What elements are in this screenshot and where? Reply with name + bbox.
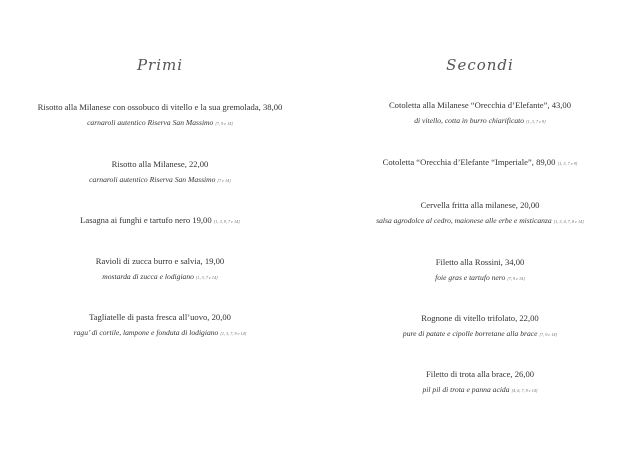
dish-name: Cotoletta alla Milanese “Orecchia d’Elefante”, 43,00	[388, 100, 572, 110]
menu-item	[0, 102, 320, 129]
dish-price: 19,00	[204, 256, 225, 266]
secondi-heading: Secondi	[446, 56, 514, 74]
allergen-codes: [1, 3, 7, 9 e 14]	[220, 331, 247, 336]
allergen-codes: [1, 3, 7 e 14]	[195, 275, 218, 280]
menu-item	[320, 100, 640, 127]
allergen-codes: [7, 9 e 14]	[539, 332, 558, 337]
dish-name: Rognone di vitello trifolato, 22,00	[421, 313, 539, 323]
allergen-codes: [1, 3, 7 e 9]	[557, 161, 578, 166]
primi-heading: Primi	[136, 56, 184, 74]
dish-description: pure di patate e cipolle borretane alla brace [7, 9 e 14]	[402, 329, 558, 338]
menu-item	[0, 256, 320, 283]
allergen-codes: [7 e 14]	[217, 178, 231, 183]
dish-price: 26,00	[514, 369, 535, 379]
allergen-codes: [7, 9 e 14]	[507, 276, 525, 281]
allergen-codes: [7, 9 e 14]	[215, 121, 233, 126]
dish-price: 20,00	[520, 200, 540, 210]
dish-name: Filetto di trota alla brace, 26,00	[425, 369, 535, 379]
dish-description: pil pil di trota e panna acida [4, 6, 7, 9 e 14]	[422, 385, 538, 394]
allergen-codes: [1, 3, 4, 7, 8 e 14]	[553, 219, 584, 224]
menu-item	[0, 159, 320, 186]
dish-price: 22,00	[519, 313, 539, 323]
allergen-codes: [4, 6, 7, 9 e 14]	[511, 388, 538, 393]
menu-item	[0, 312, 320, 339]
dish-price: 20,00	[211, 312, 231, 322]
dish-price: 43,00	[551, 100, 572, 110]
menu-item	[320, 200, 640, 227]
dish-name: Tagliatelle di pasta fresca all’uovo, 20,00	[89, 312, 231, 322]
dish-description: carnaroli autentico Riserva San Massimo [7 e 14]	[89, 175, 231, 184]
dish-description: mostarda di zucca e lodigiano [1, 3, 7 e 14]	[102, 272, 218, 281]
dish-price: 38,00	[262, 102, 283, 112]
dish-name: Filetto alla Rossini, 34,00	[435, 257, 525, 267]
menu-item	[320, 369, 640, 396]
dish-price: 89,00	[536, 157, 556, 167]
allergen-codes: [1, 3, 9, 7 e 14]	[213, 219, 240, 224]
allergen-codes: [1, 3, 7 e 9]	[525, 119, 546, 124]
dish-name: Risotto alla Milanese con ossobuco di vitello e la sua gremolada, 38,00	[37, 102, 283, 112]
dish-description: foie gras e tartufo nero [7, 9 e 14]	[435, 273, 525, 282]
dish-price: 19,00	[192, 215, 212, 225]
dish-description: ragu’ di cortile, lampone e fonduta di lodigiano [1, 3, 7, 9 e 14]	[73, 328, 247, 337]
menu-item	[0, 215, 320, 227]
dish-name: Risotto alla Milanese, 22,00	[111, 159, 209, 169]
menu-item	[320, 313, 640, 340]
dish-name: Cervella fritta alla milanese, 20,00	[420, 200, 540, 210]
dish-price: 34,00	[504, 257, 525, 267]
dish-name: Ravioli di zucca burro e salvia, 19,00	[95, 256, 225, 266]
dish-name: Cotoletta “Orecchia d’Elefante “Imperiale”, 89,00 [1, 3, 7 e 9]	[382, 157, 578, 167]
dish-description: salsa agrodolce al cedro, maionese alle erbe e misticanza [1, 3, 4, 7, 8 e 14]	[376, 216, 584, 225]
dish-description: di vitello, cotta in burro chiarificato [1, 3, 7 e 9]	[414, 116, 546, 125]
dish-price: 22,00	[189, 159, 209, 169]
menu-item	[320, 157, 640, 169]
dish-description: carnaroli autentico Riserva San Massimo [7, 9 e 14]	[87, 118, 233, 127]
dish-name: Lasagna ai funghi e tartufo nero 19,00 [1, 3, 9, 7 e 14]	[80, 215, 240, 225]
menu-item	[320, 257, 640, 284]
